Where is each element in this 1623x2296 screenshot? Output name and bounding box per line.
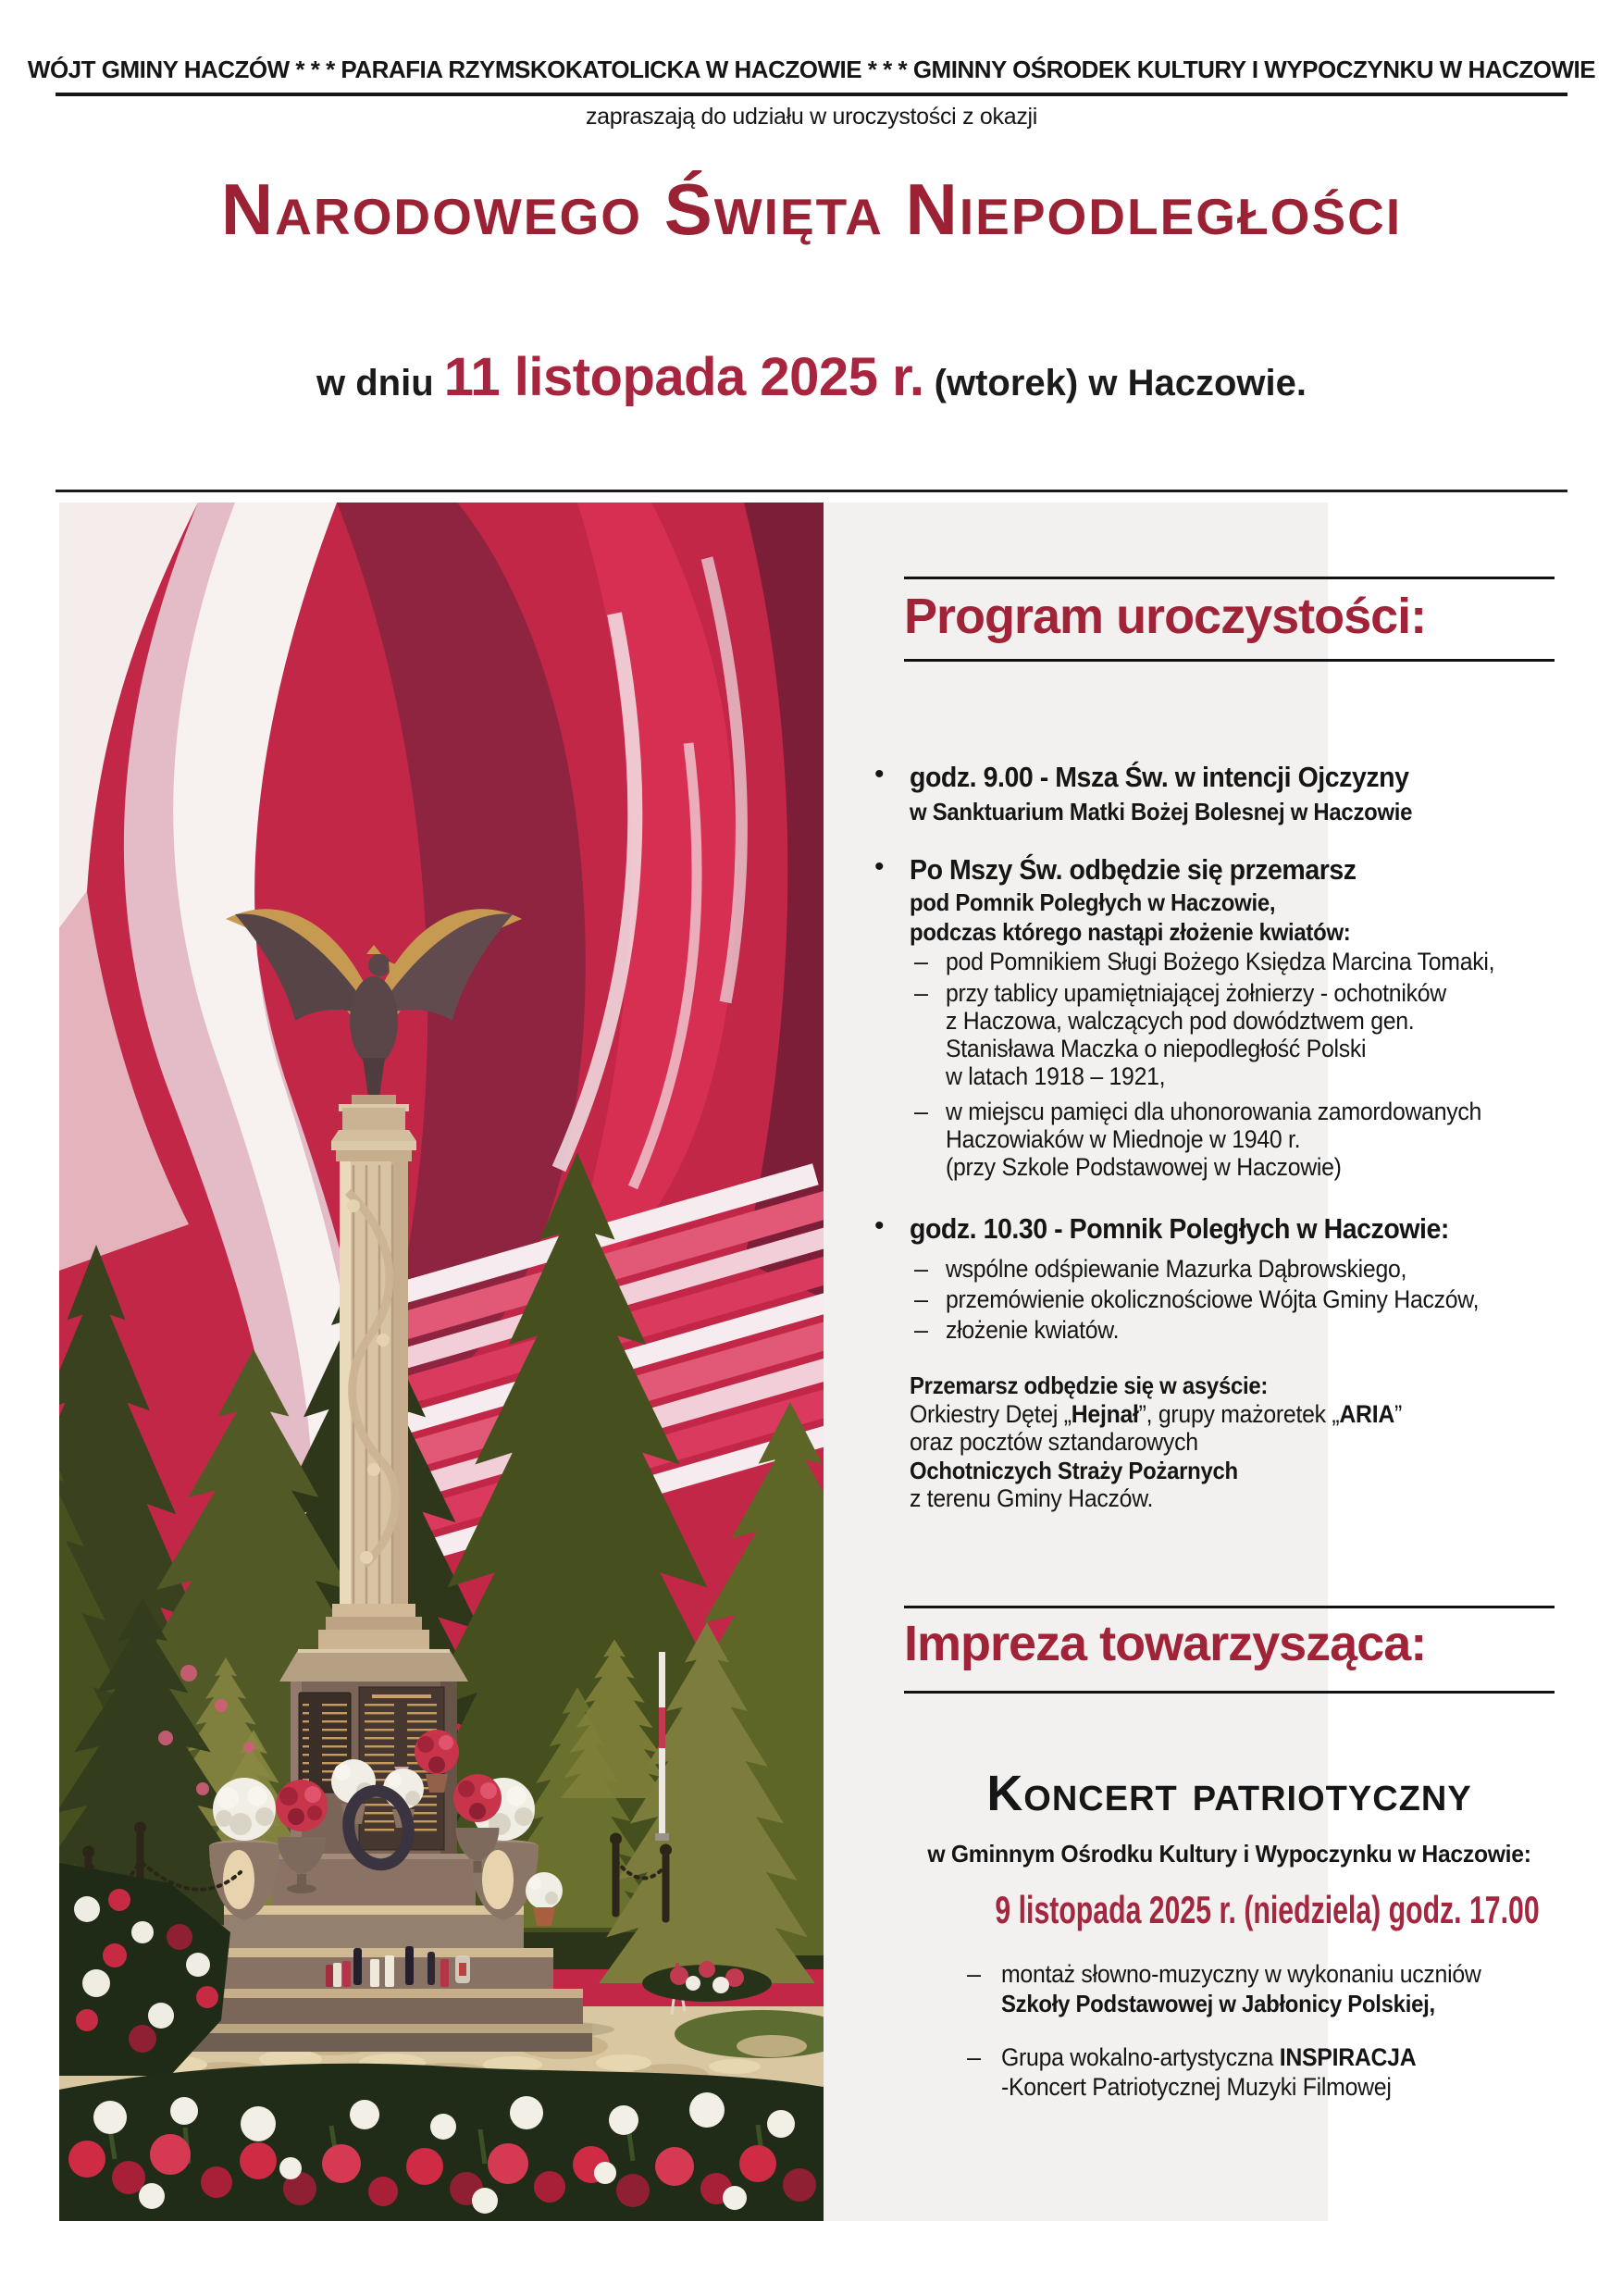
concert-item: – Grupa wokalno-artystyczna INSPIRACJA [967, 2043, 1417, 2071]
header-rule [56, 93, 1567, 96]
monument-illustration [59, 503, 824, 2221]
dash-marker: – [914, 979, 928, 1007]
bullet-marker: • [874, 851, 885, 882]
program-item [874, 1212, 1496, 1246]
date-prefix: w dniu [316, 363, 444, 403]
concert-venue: w Gminnym Ośrodku Kultury i Wypoczynku w Haczowie: [927, 1840, 1531, 1868]
program-dash-item: – przemówienie okolicznościowe Wójta Gminy Haczów, [914, 1285, 1480, 1313]
date-suffix: (wtorek) w Haczowie. [923, 363, 1307, 403]
dash-marker: – [914, 948, 928, 975]
bullet-marker: • [874, 1210, 885, 1241]
program-item [874, 853, 1395, 887]
program-item-title: godz. 10.30 - Pomnik Poległych w Haczowie: [910, 1212, 1449, 1245]
event-heading: Impreza towarzysząca: [904, 1616, 1427, 1671]
dash-marker: – [914, 1098, 928, 1125]
dash-marker: – [967, 1960, 981, 1988]
program-dash-item: – przy tablicy upamiętniającej żołnierzy - ochotników [914, 979, 1446, 1007]
program-dash-item: – złożenie kwiatów. [914, 1316, 1120, 1344]
divider-rule [56, 490, 1567, 492]
organizers-line: WÓJT GMINY HACZÓW * * * PARAFIA RZYMSKOKATOLICKA W HACZOWIE * * * GMINNY OŚRODEK KULTURY I WYPOCZYNKU W HACZOWIE [27, 56, 1596, 83]
escort-note: Przemarsz odbędzie się w asyście: [910, 1371, 1269, 1399]
bullet-marker: • [874, 759, 885, 789]
dash-marker: – [914, 1285, 928, 1313]
program-dash-item: – pod Pomnikiem Sługi Bożego Księdza Marcina Tomaki, [914, 948, 1495, 975]
event-rule-top [904, 1606, 1555, 1608]
program-item-sub: w Sanktuarium Matki Bożej Bolesnej w Haczowie [910, 798, 1413, 825]
program-rule-top [904, 577, 1555, 579]
program-dash-item: – wspólne odśpiewanie Mazurka Dąbrowskiego, [914, 1255, 1407, 1283]
program-heading: Program uroczystości: [904, 589, 1427, 644]
poster-page: WÓJT GMINY HACZÓW * * * PARAFIA RZYMSKOKATOLICKA W HACZOWIE * * * GMINNY OŚRODEK KULTURY I WYPOCZYNKU W HACZOWIE zapraszają do udziału w uroczystości z okazji Narodowego Święta Niepodległości w dniu 11 listopada 2025 r. (wtorek) w Haczowie. Program uroczystości: • godz. 9.00 - Msza Św. w intencji Ojczyzny w Sanktuarium Matki Bożej Bolesnej w Haczowie • Po Mszy Św. odbędzie się przemarsz pod Pomnik Poległych w Haczowie, podczas którego nastąpi złożenie kwiatów: – pod Pomnikiem Sługi Bożego Księdza Marcina Tomaki, – przy tablicy upamiętniającej żołnierzy - ochotników z Haczowa, walczących pod dowództwem gen. Stanisława Maczka o niepodległość Polski w latach 1918 – 1921, – w miejscu pamięci dla uhonorowania zamordowanych Haczowiaków w Miednoje w 1940 r. (przy Szkole Podstawowej w Haczowie) • godz. 10.30 - Pomnik Poległych w Haczowie: – wspólne odśpiewanie Mazurka Dąbrowskiego, – przemówienie okolicznościowe Wójta Gminy Haczów, – złożenie kwiatów. Przemarsz odbędzie się w asyście: Orkiestry Dętej „Hejnał”, grupy mażoretek „ARIA” oraz pocztów sztandarowych Ochotniczych Straży Pożarnych z terenu Gminy Haczów. Impreza towarzysząca: Koncert patriotyczny w Gminnym Ośrodku Kultury i Wypoczynku w Haczowie: 9 listopada 2025 r. (niedziela) godz. 17.00 – montaż słowno-muzyczny w wykonaniu uczniów Szkoły Podstawowej w Jabłonicy Polskiej, – Grupa wokalno-artystyczna INSPIRACJA -Koncert Patriotycznej Muzyki Filmowej [0, 0, 1623, 2296]
program-rule-bottom [904, 659, 1555, 662]
program-item [874, 761, 1452, 794]
concert-title: Koncert patriotyczny [986, 1766, 1472, 1821]
program-item-title: godz. 9.00 - Msza Św. w intencji Ojczyzny [910, 761, 1409, 793]
dash-marker: – [967, 2043, 981, 2071]
dash-marker: – [914, 1255, 928, 1283]
invite-line: zapraszają do udziału w uroczystości z okazji [585, 104, 1038, 130]
page-title: Narodowego Święta Niepodległości [220, 168, 1403, 250]
date-main: 11 listopada 2025 r. [443, 347, 924, 407]
program-item-title: Po Mszy Św. odbędzie się przemarsz [910, 853, 1357, 886]
event-date-line [0, 344, 1623, 425]
concert-item: – montaż słowno-muzyczny w wykonaniu uczniów [967, 1960, 1481, 1988]
dash-marker: – [914, 1316, 928, 1344]
concert-datetime: 9 listopada 2025 r. (niedziela) godz. 17.00 [995, 1888, 1540, 1931]
event-rule-bottom [904, 1691, 1555, 1694]
program-dash-item: – w miejscu pamięci dla uhonorowania zamordowanych [914, 1098, 1482, 1125]
